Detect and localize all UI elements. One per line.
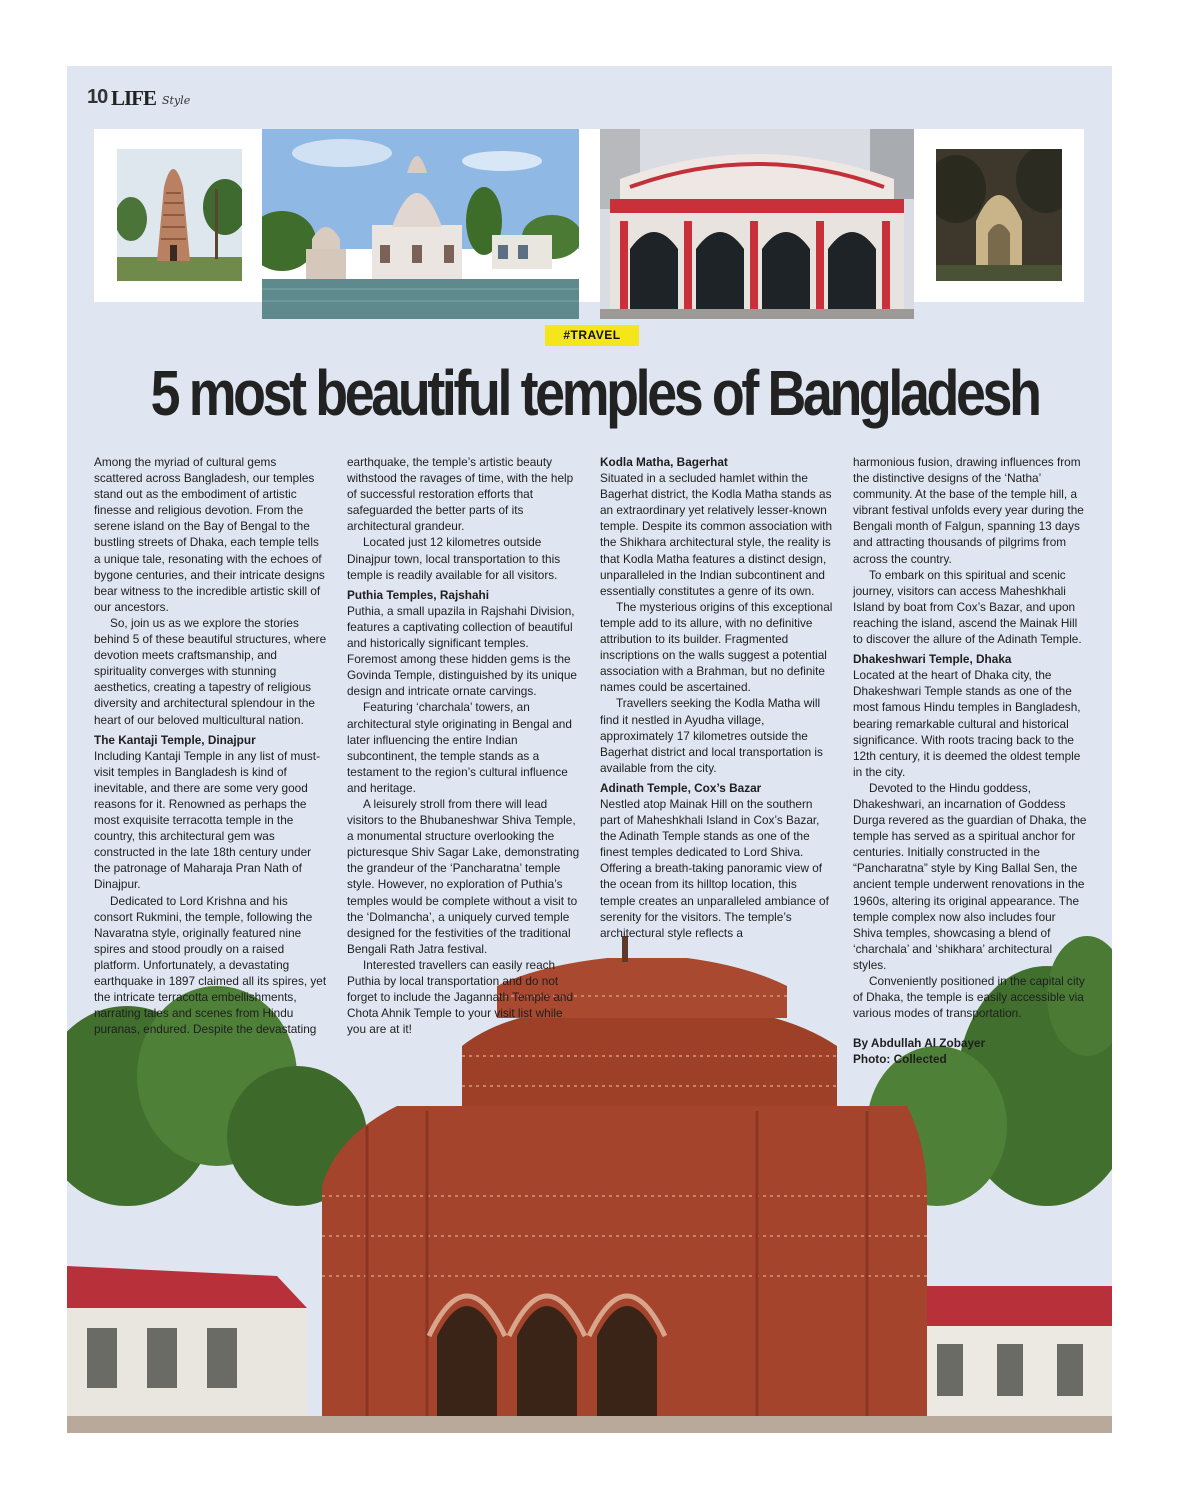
kantaji-paragraph-4: Located just 12 kilometres outside Dinajpur town, local transportation to this temple is readily available for all visitors.: [347, 535, 561, 582]
article-page: [67, 66, 1112, 1433]
adinath-paragraph-2: harmonious fusion, drawing influences from the distinctive designs of the ‘Natha’ community. At the base of the temple hill, a vibrant festival unfolds every year during the Bengali month of Falgun, spanning 13 days and attracting thousands of pilgrims from across the country.: [853, 455, 1084, 566]
kantaji-paragraph-3: earthquake, the temple’s artistic beauty withstood the ravages of time, with the help of successful restoration efforts that safeguarded the better parts of its architectural grandeur.: [347, 455, 574, 534]
author-byline: By Abdullah Al Zobayer: [853, 1036, 986, 1051]
kodla-paragraph-3: Travellers seeking the Kodla Matha will find it nestled in Ayudha village, approximately 17 kilometres outside the Bagerhat district and local transportation is available from the city.: [600, 696, 823, 775]
travel-tag: #TRAVEL: [545, 325, 639, 346]
photo-strip: [94, 129, 1084, 302]
dhakeshwari-heading: Dhakeshwari Temple, Dhaka: [853, 652, 1012, 667]
section-logo: LIFE: [111, 86, 157, 110]
photo-credit: Photo: Collected: [853, 1052, 947, 1067]
kantaji-heading: The Kantaji Temple, Dinajpur: [94, 732, 256, 747]
puthia-paragraph-2: Featuring ‘charchala’ towers, an architectural style originating in Bengal and later influencing the entire Indian subcontinent, the temple stands as a testament to the region’s cultural influence and heritage.: [347, 700, 572, 795]
kodla-paragraph-1: Situated in a secluded hamlet within the Bagerhat district, the Kodla Matha stands as an extraordinary yet relatively lesser-known temple. Despite its common association with the Shikhara architectural style, the reality is that Kodla Matha features a distinct design, unparalleled in the Indian subcontinent and essentially constitutes a genre of its own.: [600, 471, 833, 598]
page-number: 10: [87, 86, 108, 108]
kantaji-paragraph-1: Including Kantaji Temple in any list of must-visit temples in Bangladesh is kind of inevitable, and there are some very good reasons for it. Renowned as perhaps the most exquisite terracotta temple in the country, this architectural gem was constructed in the late 18th century under the patronage of Maharaja Pran Nath of Dinajpur.: [94, 748, 321, 892]
puthia-paragraph-3: A leisurely stroll from there will lead visitors to the Bhubaneshwar Shiva Temple, a monumental structure overlooking the picturesque Shiv Sagar Lake, demonstrating the grandeur of the ‘Pancharatna’ temple style. However, no exploration of Puthia’s temples would be complete without a visit to the ‘Dolmancha’, a uniquely curved temple designed for the festivities of the traditional Bengali Rath Jatra festival.: [347, 796, 580, 956]
section-logo-subtitle: Style: [162, 94, 191, 107]
dhakeshwari-temple-photo: [600, 129, 914, 319]
dhakeshwari-paragraph-2: Devoted to the Hindu goddess, Dhakeshwari, an incarnation of Goddess Durga revered as the guardian of Dhaka, the temple has served as a spiritual anchor for centuries. Initially constructed in the “Pancharatna” style by King Ballal Sen, the ancient temple underwent renovations in the 1960s, altering its original appearance. The temple complex now also includes four Shiva temples, showcasing a blend of ‘charchala’ and ‘shikhara’ architectural styles.: [853, 780, 1087, 972]
kodla-paragraph-2: The mysterious origins of this exceptional temple add to its allure, with no definitive attribution to its builder. Fragmented inscriptions on the walls suggest a potential association with a Brahman, but no definite names could be ascertained.: [600, 599, 833, 695]
adinath-temple-photo: [936, 149, 1062, 281]
puthia-temple-photo: [262, 129, 579, 319]
kodla-matha-photo: [117, 149, 242, 281]
intro-paragraph-2: So, join us as we explore the stories behind 5 of these beautiful structures, where devotion meets craftsmanship, and spirituality converges with stunning aesthetics, creating a tapestry of religious diversity and architectural splendour in the heart of our beloved multicultural nation.: [94, 615, 327, 727]
article-column-4: [853, 454, 1087, 1067]
puthia-paragraph-1: Puthia, a small upazila in Rajshahi Division, features a captivating collection of beautiful and historically significant temples. Foremost among these hidden gems is the Govinda Temple, distinguished by its unique design and intricate ornate carvings.: [347, 603, 577, 699]
adinath-heading: Adinath Temple, Cox’s Bazar: [600, 780, 762, 795]
article-column-2: [347, 454, 581, 1037]
adinath-paragraph-1: Nestled atop Mainak Hill on the southern part of Maheshkhali Island in Cox’s Bazar, the Adinath Temple stands as one of the finest temples dedicated to Lord Shiva. Offering a breath-taking panoramic view of the ocean from its hilltop location, this temple creates an unparalleled ambiance of serenity for the visitors. The temple’s architectural style reflects a: [600, 796, 829, 940]
article-headline: 5 most beautiful temples of Bangladesh: [150, 357, 1039, 429]
intro-paragraph: Among the myriad of cultural gems scattered across Bangladesh, our temples stand out as the embodiment of artistic finesse and religious devotion. From the serene island on the Bay of Bengal to the bustling streets of Dhaka, each temple tells a unique tale, resonating with the echoes of bygone centuries, and their intricate designs bear witness to the incredible artistic skill of our ancestors.: [94, 455, 325, 614]
puthia-heading: Puthia Temples, Rajshahi: [347, 587, 490, 602]
adinath-paragraph-3: To embark on this spiritual and scenic journey, visitors can access Maheshkhali Island by boat from Cox’s Bazar, and upon reaching the island, ascend the Mainak Hill to discover the allure of the Adinath Temple.: [853, 567, 1082, 647]
kodla-heading: Kodla Matha, Bagerhat: [600, 455, 728, 469]
dhakeshwari-paragraph-3: Conveniently positioned in the capital city of Dhaka, the temple is easily accessible via various modes of transportation.: [853, 974, 1085, 1021]
article-column-3: [600, 454, 834, 941]
dhakeshwari-paragraph-1: Located at the heart of Dhaka city, the Dhakeshwari Temple stands as one of the most famous Hindu temples in Bangladesh, bearing remarkable cultural and historical significance. With roots tracing back to the 12th century, it is deemed the oldest temple in the city.: [853, 668, 1081, 779]
kantaji-paragraph-2: Dedicated to Lord Krishna and his consort Rukmini, the temple, following the Navaratna style, originally featured nine spires and stood proudly on a raised platform. Unfortunately, a devastating earthquake in 1897 claimed all its spires, yet the intricate terracotta embellishments, narrating tales and scenes from Hindu puranas, endured. Despite the devastating: [94, 893, 327, 1037]
article-column-1: [94, 454, 328, 1037]
puthia-paragraph-4: Interested travellers can easily reach Puthia by local transportation and do not forget to include the Jagannath Temple and Chota Ahnik Temple to your visit list while you are at it!: [347, 957, 574, 1037]
